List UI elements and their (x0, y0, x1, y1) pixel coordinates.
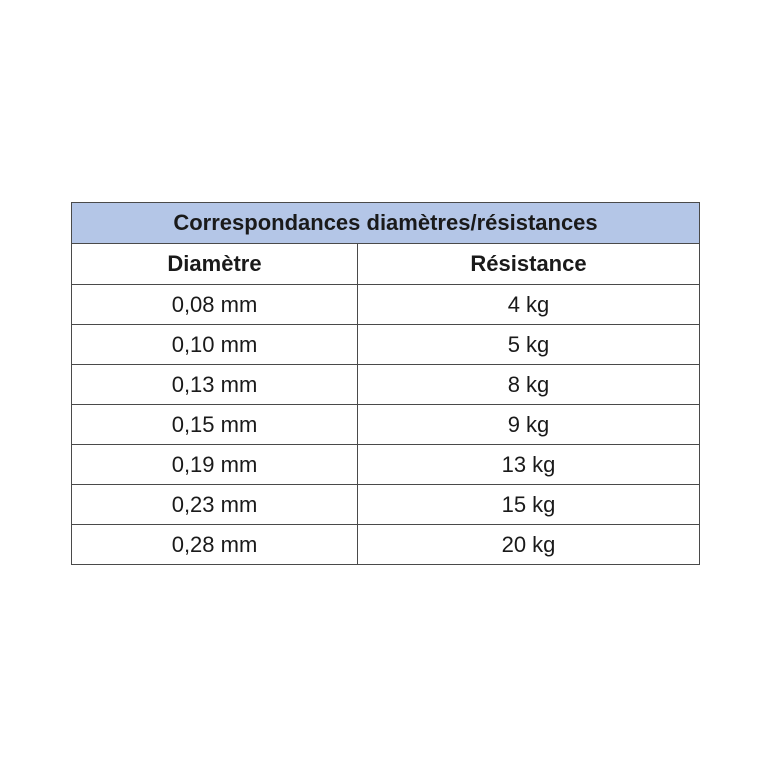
cell-diametre: 0,23 mm (72, 485, 358, 525)
cell-resistance: 8 kg (358, 365, 700, 405)
table-row (72, 365, 700, 405)
table-row (72, 285, 700, 325)
cell-diametre: 0,10 mm (72, 325, 358, 365)
table-row (72, 485, 700, 525)
correspondence-table-container (71, 202, 699, 565)
header-resistance: Résistance (358, 244, 700, 285)
cell-resistance: 13 kg (358, 445, 700, 485)
cell-resistance: 20 kg (358, 525, 700, 565)
table-header-row (72, 244, 700, 285)
cell-diametre: 0,19 mm (72, 445, 358, 485)
header-diametre: Diamètre (72, 244, 358, 285)
cell-diametre: 0,13 mm (72, 365, 358, 405)
cell-diametre: 0,28 mm (72, 525, 358, 565)
cell-diametre: 0,15 mm (72, 405, 358, 445)
table-row (72, 325, 700, 365)
cell-resistance: 4 kg (358, 285, 700, 325)
cell-resistance: 15 kg (358, 485, 700, 525)
table-row (72, 525, 700, 565)
table-title-row (72, 203, 700, 244)
cell-resistance: 5 kg (358, 325, 700, 365)
cell-diametre: 0,08 mm (72, 285, 358, 325)
correspondence-table (71, 202, 700, 565)
table-row (72, 445, 700, 485)
cell-resistance: 9 kg (358, 405, 700, 445)
table-row (72, 405, 700, 445)
table-title: Correspondances diamètres/résistances (72, 203, 700, 244)
